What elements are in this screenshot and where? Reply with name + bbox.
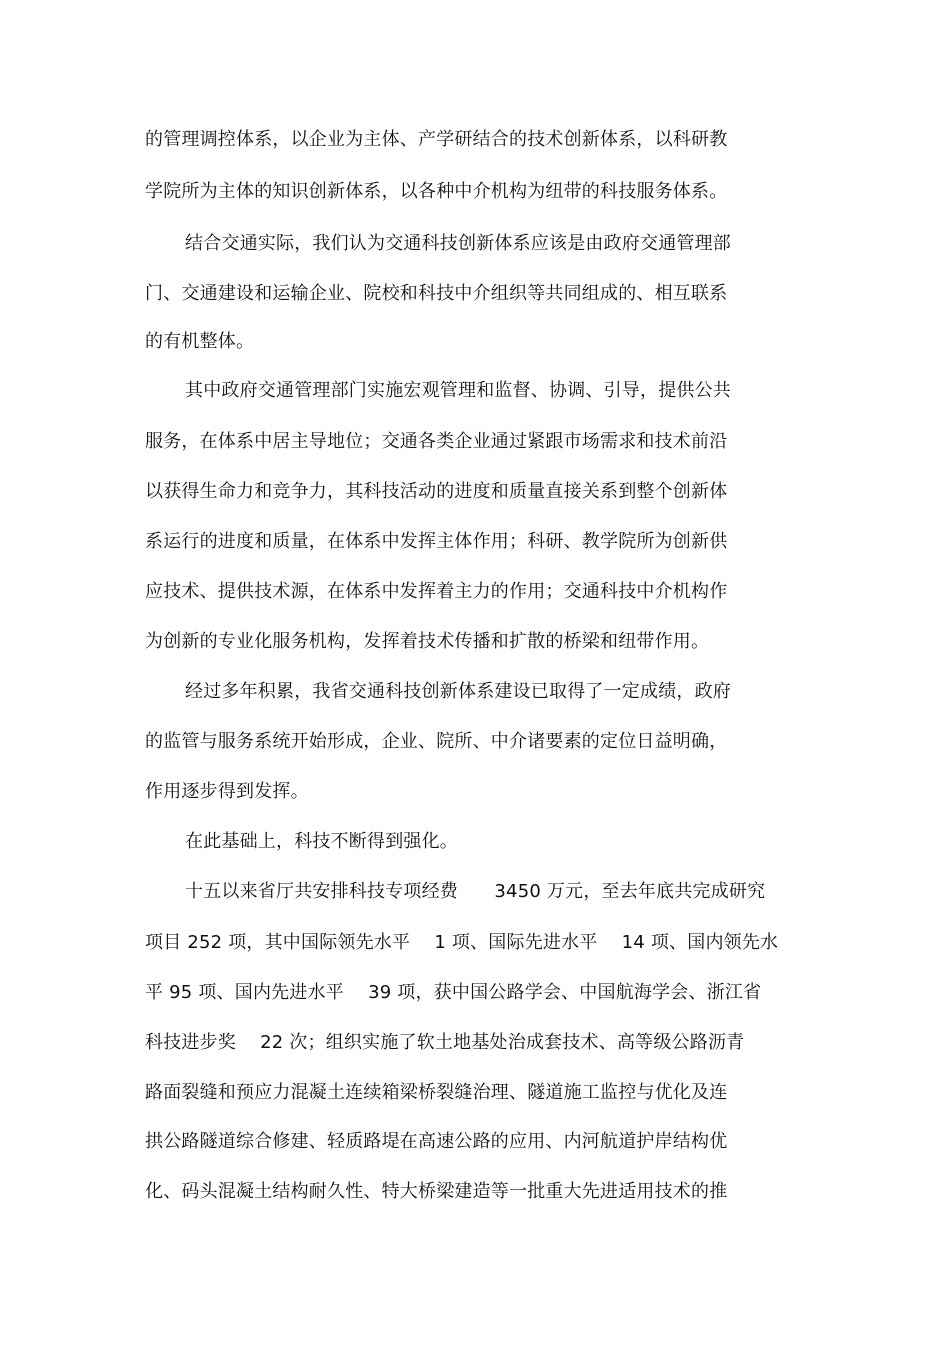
text-line: 应技术、提供技术源，在体系中发挥着主力的作用；交通科技中介机构作 <box>145 581 728 602</box>
text-line: 项目 252 项，其中国际领先水平 1 项、国际先进水平 14 项、国内领先水 <box>145 932 779 953</box>
text-line: 路面裂缝和预应力混凝土连续箱梁桥裂缝治理、隧道施工监控与优化及连 <box>145 1082 728 1103</box>
text-line: 以获得生命力和竞争力，其科技活动的进度和质量直接关系到整个创新体 <box>145 481 728 502</box>
text-line: 为创新的专业化服务机构，发挥着技术传播和扩散的桥梁和纽带作用。 <box>145 631 710 652</box>
text-line: 科技进步奖 22 次；组织实施了软土地基处治成套技术、高等级公路沥青 <box>145 1032 745 1053</box>
text-line: 系运行的进度和质量，在体系中发挥主体作用；科研、教学院所为创新供 <box>145 531 728 552</box>
text-line: 服务，在体系中居主导地位；交通各类企业通过紧跟市场需求和技术前沿 <box>145 431 728 452</box>
text-line: 的管理调控体系，以企业为主体、产学研结合的技术创新体系，以科研教 <box>145 129 728 150</box>
text-line: 的监管与服务系统开始形成，企业、院所、中介诸要素的定位日益明确， <box>145 731 728 752</box>
text-line: 学院所为主体的知识创新体系，以各种中介机构为纽带的科技服务体系。 <box>145 181 728 202</box>
text-line: 的有机整体。 <box>145 331 255 352</box>
text-line: 化、码头混凝土结构耐久性、特大桥梁建造等一批重大先进适用技术的推 <box>145 1181 728 1202</box>
text-line: 拱公路隧道综合修建、轻质路堤在高速公路的应用、内河航道护岸结构优 <box>145 1131 728 1152</box>
text-line: 平 95 项、国内先进水平 39 项，获中国公路学会、中国航海学会、浙江省 <box>145 982 762 1003</box>
text-line: 门、交通建设和运输企业、院校和科技中介组织等共同组成的、相互联系 <box>145 283 728 304</box>
paragraph-first-line: 其中政府交通管理部门实施宏观管理和监督、协调、引导，提供公共 <box>185 380 731 401</box>
paragraph-first-line: 经过多年积累，我省交通科技创新体系建设已取得了一定成绩，政府 <box>185 681 731 702</box>
paragraph-first-line: 在此基础上，科技不断得到强化。 <box>185 831 458 852</box>
text-line: 作用逐步得到发挥。 <box>145 781 309 802</box>
paragraph-first-line: 十五以来省厅共安排科技专项经费 3450 万元，至去年底共完成研究 <box>185 881 766 902</box>
paragraph-first-line: 结合交通实际，我们认为交通科技创新体系应该是由政府交通管理部 <box>185 233 731 254</box>
